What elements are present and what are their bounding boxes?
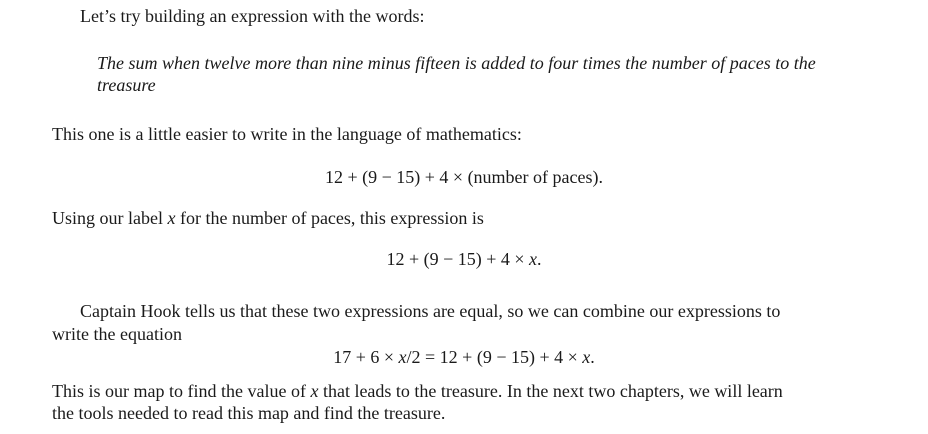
- paragraph-3-line-2: write the equation: [52, 324, 182, 344]
- paragraph-4-text-b: that leads to the treasure. In the next two chapters, we will learn: [318, 381, 783, 401]
- paragraph-4-text-a: This is our map to find the value of: [52, 381, 311, 401]
- paragraph-3-line-1: [52, 300, 878, 322]
- equation-3-part-c: .: [590, 347, 595, 367]
- equation-1: 12 + (9 − 15) + 4 × (number of paces).: [324, 167, 604, 187]
- paragraph-2: [52, 207, 484, 229]
- paragraph-4-line-1: [52, 380, 783, 402]
- variable-x: x: [398, 347, 407, 367]
- variable-x: x: [310, 381, 319, 401]
- variable-x: x: [167, 208, 176, 228]
- equation-3-part-b: /2 = 12 + (9 − 15) + 4 ×: [406, 347, 583, 367]
- paragraph-4-line-2: the tools needed to read this map and find the treasure.: [52, 403, 446, 423]
- equation-3-part-a: 17 + 6 ×: [333, 347, 399, 367]
- equation-2-part-a: 12 + (9 − 15) + 4 ×: [386, 249, 530, 269]
- quote-line-2: treasure: [97, 75, 156, 95]
- equation-2: [0, 248, 928, 270]
- equation-2-part-b: .: [537, 249, 542, 269]
- paragraph-3-text-1: Captain Hook tells us that these two expressions are equal, so we can combine our expressions to: [80, 301, 781, 321]
- paragraph-1: This one is a little easier to write in the language of mathematics:: [52, 124, 522, 144]
- quote-line-1: The sum when twelve more than nine minus fifteen is added to four times the number of paces to the: [97, 53, 816, 73]
- variable-x: x: [529, 249, 538, 269]
- equation-3: [0, 346, 928, 368]
- paragraph-2-text-a: Using our label: [52, 208, 168, 228]
- paragraph-2-text-b: for the number of paces, this expression is: [175, 208, 484, 228]
- variable-x: x: [582, 347, 591, 367]
- intro-text: Let’s try building an expression with the words:: [80, 6, 425, 26]
